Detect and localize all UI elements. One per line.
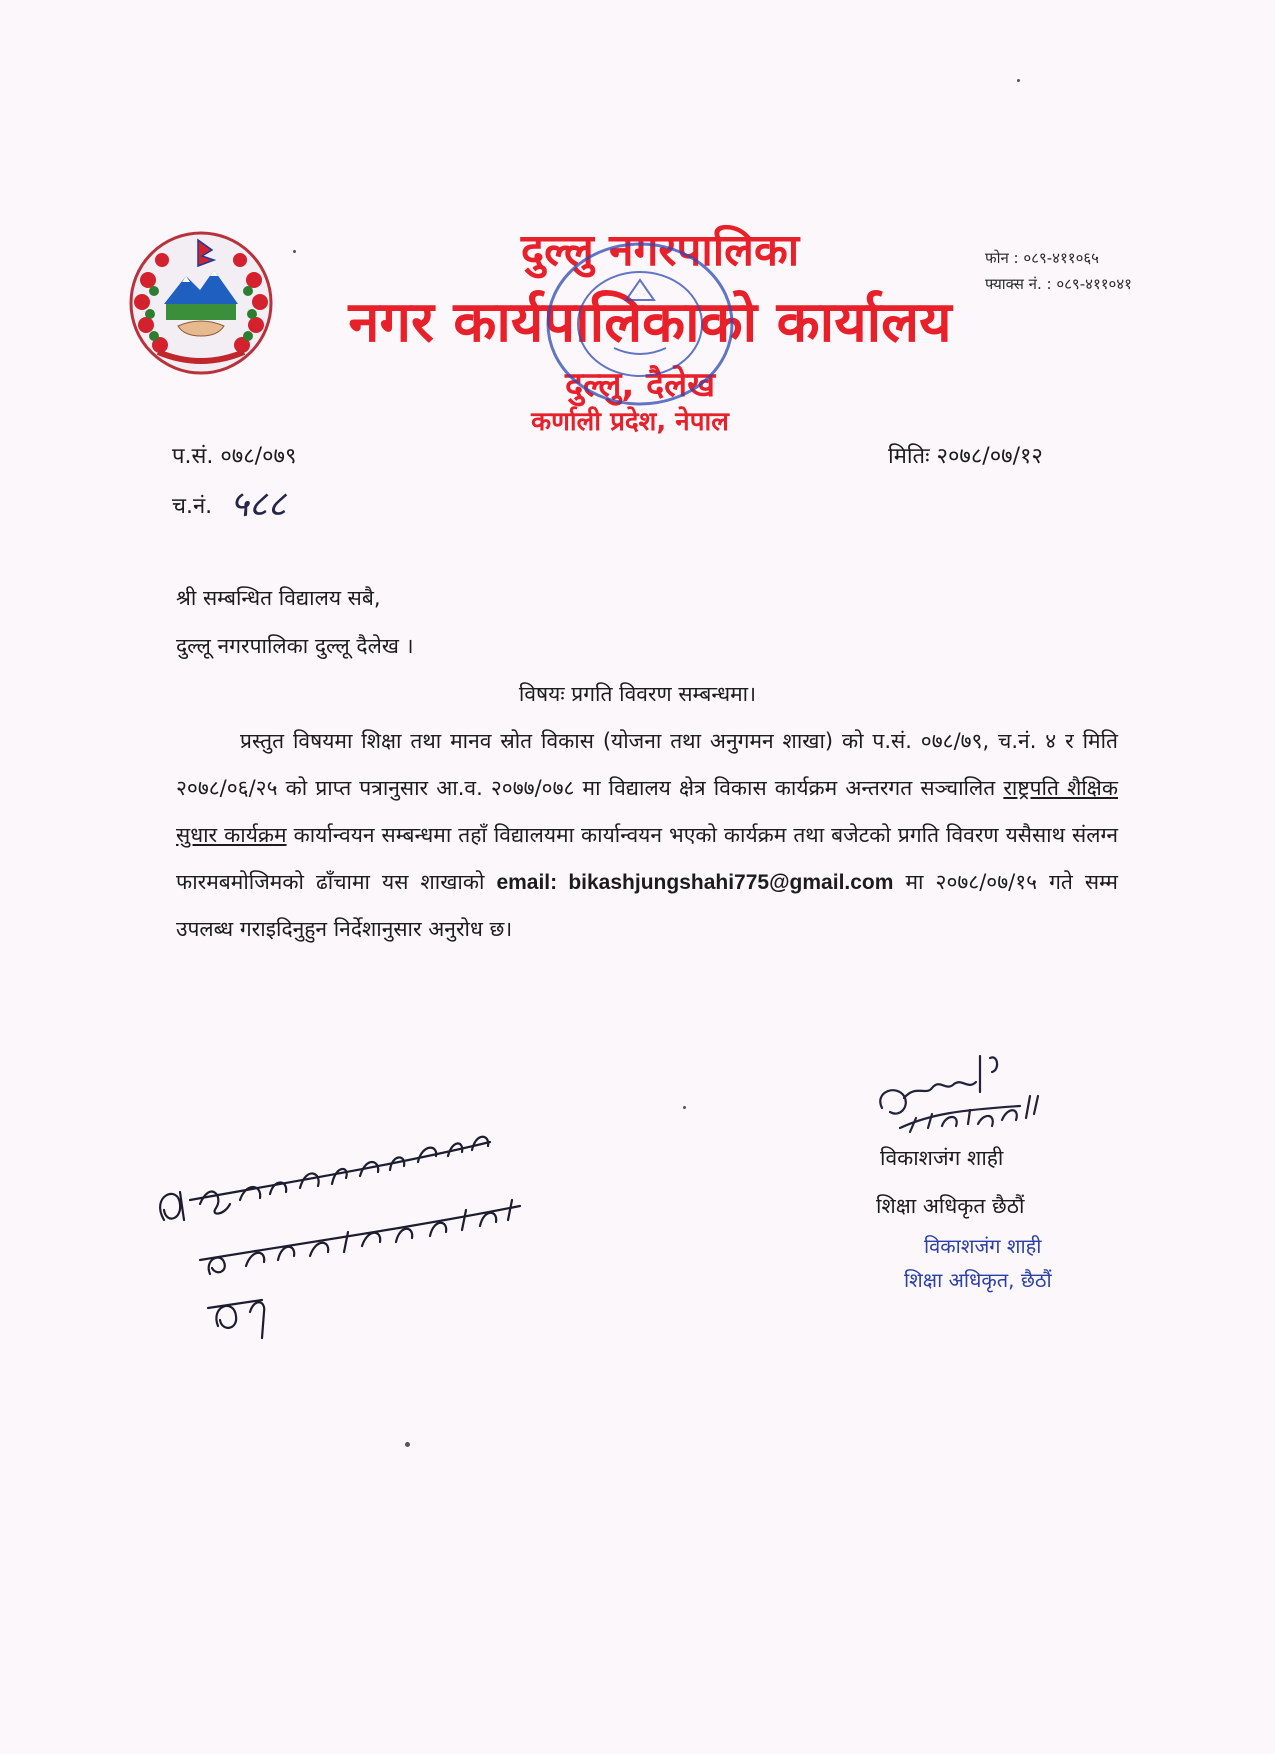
dispatch-number-label: च.नं. [172,494,213,519]
stamp-signatory-name: विकाशजंग शाही [924,1234,1042,1258]
phone-number: फोन : ०८९-४११०६५ [985,249,1099,267]
office-stamp [540,236,740,412]
letter-subject: विषयः प्रगति विवरण सम्बन्धमा। [518,682,757,706]
scan-speck [405,1442,410,1447]
district-line: दुल्लु, दैलेख [564,365,716,405]
municipality-name: दुल्लु नगरपालिका [520,225,800,276]
letter-date: मितिः २०७८/०७/१२ [888,444,1043,469]
nepal-emblem-logo [128,230,274,376]
body-paragraph [176,718,1118,953]
fax-number: फ्याक्स नं. : ०८९-४११०४१ [985,275,1132,293]
fiscal-year-reference: प.सं. ०७८/०७९ [172,444,297,469]
email-address: email: bikashjungshahi775@gmail.com [496,871,894,894]
program-name: राष्ट्रपति शैक्षिक सुधार कार्यक्रम [176,776,1118,847]
signatory-name: विकाशजंग शाही [880,1146,1004,1170]
scan-speck [1017,79,1020,82]
handwritten-note [150,1100,620,1350]
dispatch-number-handwritten: ५८८ [230,484,287,525]
body-text-part-3: मा २०७८/०७/१५ गते सम्म उपलब्ध गराइदिनुहुन निर्देशानुसार अनुरोध छ। [176,870,1118,941]
signatory-title: शिक्षा अधिकृत छैठौं [876,1194,1025,1218]
handwritten-signature [870,1048,1070,1148]
office-title: नगर कार्यपालिकाको कार्यालय [348,290,952,355]
body-text-part-2: कार्यान्वयन सम्बन्धमा तहाँ विद्यालयमा कार्यान्वयन भएको कार्यक्रम तथा बजेटको प्रगति विवरण यसैसाथ संलग्न फारमबमोजिमको ढाँचामा यस शाखाको [176,823,1119,894]
scan-speck [293,250,296,253]
addressee-line-1: श्री सम्बन्धित विद्यालय सबै, [176,586,381,610]
province-line: कर्णाली प्रदेश, नेपाल [531,407,729,437]
stamp-signatory-title: शिक्षा अधिकृत, छैठौं [904,1268,1052,1292]
addressee-line-2: दुल्लू नगरपालिका दुल्लू दैलेख । [176,634,414,658]
body-text-part-1: प्रस्तुत विषयमा शिक्षा तथा मानव स्रोत विकास (योजना तथा अनुगमन शाखा) को प.सं. ०७८/७९, च.नं. ४ र मिति २०७८/०६/२५ को प्राप्त पत्रानुसार आ.व. २०७७/०७८ मा विद्यालय क्षेत्र विकास कार्यक्रम अन्तरगत सञ्चालित [176,729,1118,800]
scan-speck [683,1106,686,1109]
